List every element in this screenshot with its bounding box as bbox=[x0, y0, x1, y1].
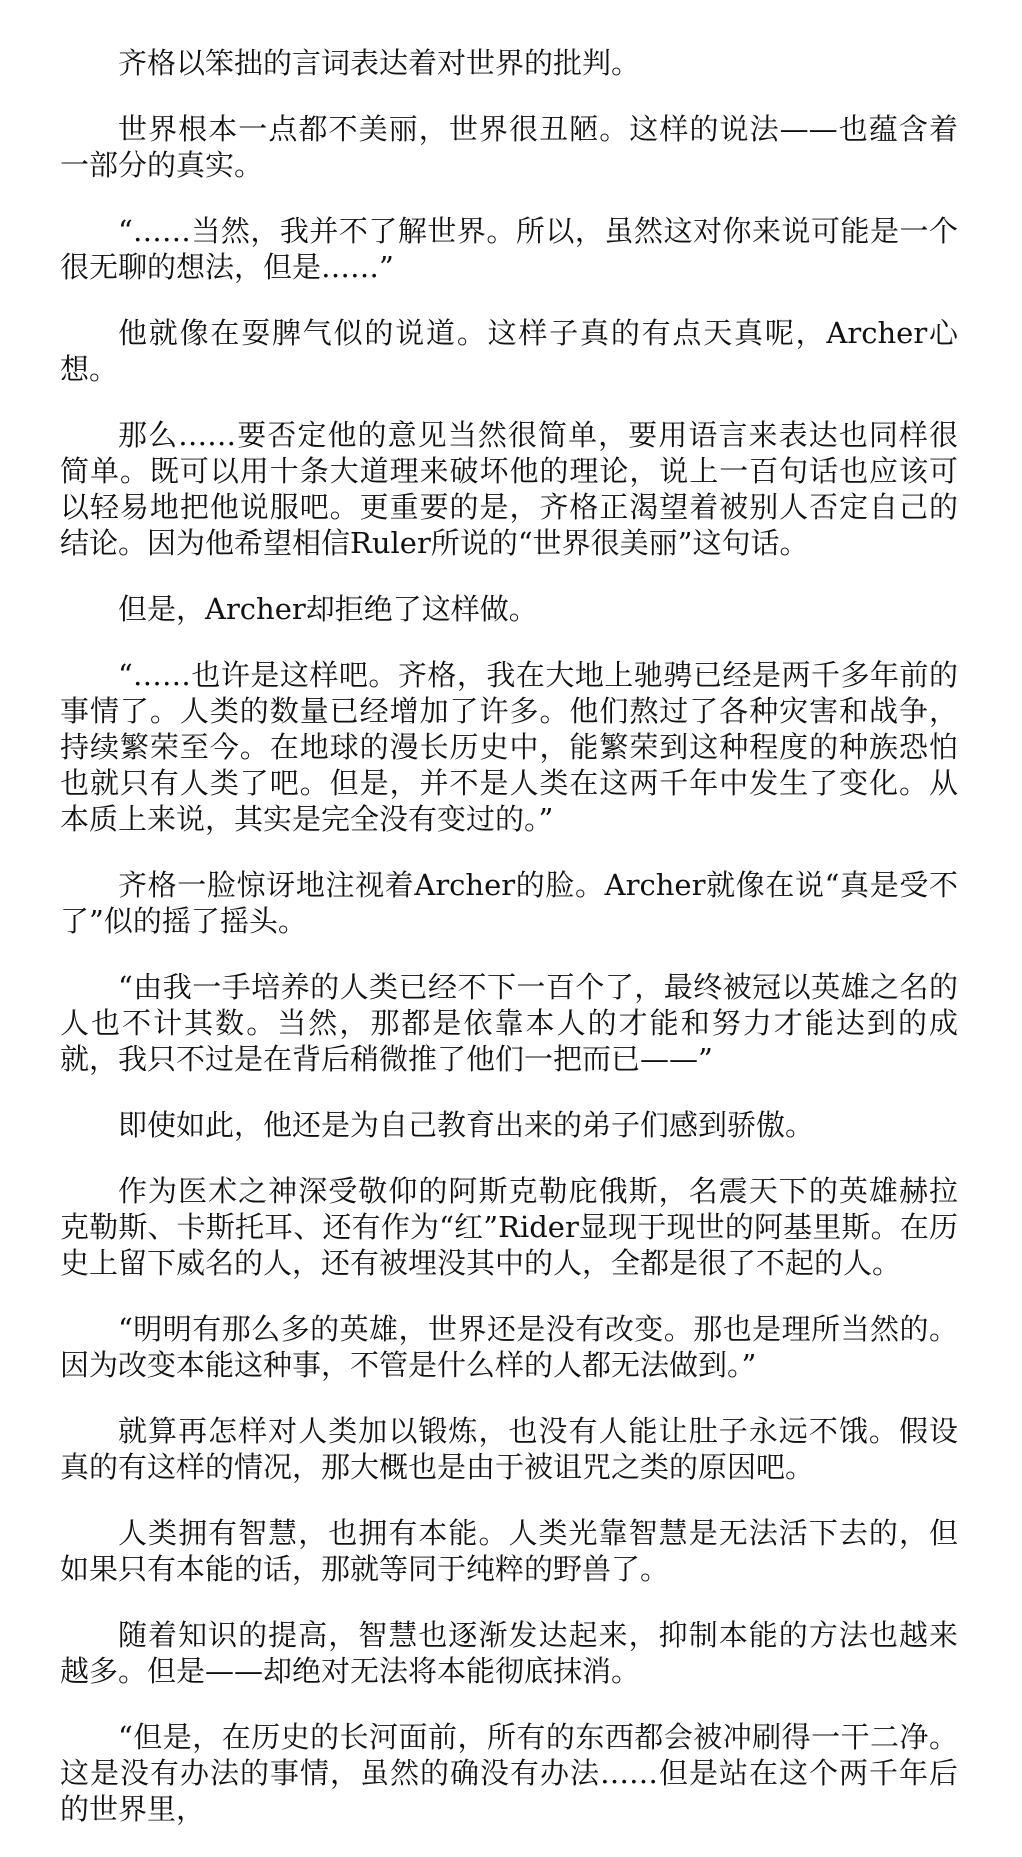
paragraph: 他就像在耍脾气似的说道。这样子真的有点天真呢，Archer心想。 bbox=[60, 316, 958, 386]
paragraph: 但是，Archer却拒绝了这样做。 bbox=[118, 592, 538, 626]
paragraph: “……也许是这样吧。齐格，我在大地上驰骋已经是两千多年前的事情了。人类的数量已经增加了许多。他们熬过了各种灾害和战争，持续繁荣至今。在地球的漫长历史中，能繁荣到这种程度的种族恐怕也就只有人类了吧。但是，并不是人类在这两千年中发生了变化。从本质上来说，其实是完全没有变过的。” bbox=[60, 658, 958, 836]
paragraph: 作为医术之神深受敬仰的阿斯克勒庇俄斯，名震天下的英雄赫拉克勒斯、卡斯托耳、还有作为“红”Rider显现于现世的阿基里斯。在历史上留下威名的人，还有被埋没其中的人，全都是很了不起的人。 bbox=[60, 1174, 958, 1280]
paragraph: 齐格以笨拙的言词表达着对世界的批判。 bbox=[118, 46, 641, 80]
paragraph: “明明有那么多的英雄，世界还是没有改变。那也是理所当然的。因为改变本能这种事，不管是什么样的人都无法做到。” bbox=[60, 1312, 958, 1382]
paragraph: 世界根本一点都不美丽，世界很丑陋。这样的说法——也蕴含着一部分的真实。 bbox=[60, 112, 958, 182]
paragraph: 齐格一脸惊讶地注视着Archer的脸。Archer就像在说“真是受不了”似的摇了摇头。 bbox=[60, 868, 958, 938]
paragraph: 即使如此，他还是为自己教育出来的弟子们感到骄傲。 bbox=[118, 1108, 815, 1142]
document-body bbox=[60, 45, 958, 1857]
paragraph: 人类拥有智慧，也拥有本能。人类光靠智慧是无法活下去的，但如果只有本能的话，那就等同于纯粹的野兽了。 bbox=[60, 1516, 958, 1586]
paragraph: “但是，在历史的长河面前，所有的东西都会被冲刷得一干二净。这是没有办法的事情，虽然的确没有办法……但是站在这个两千年后的世界里， bbox=[60, 1720, 958, 1826]
paragraph: 那么……要否定他的意见当然很简单，要用语言来表达也同样很简单。既可以用十条大道理来破坏他的理论，说上一百句话也应该可以轻易地把他说服吧。更重要的是，齐格正渴望着被别人否定自己的结论。因为他希望相信Ruler所说的“世界很美丽”这句话。 bbox=[60, 418, 958, 560]
paragraph: 就算再怎样对人类加以锻炼，也没有人能让肚子永远不饿。假设真的有这样的情况，那大概也是由于被诅咒之类的原因吧。 bbox=[60, 1414, 958, 1484]
paragraph: “……当然，我并不了解世界。所以，虽然这对你来说可能是一个很无聊的想法，但是……” bbox=[60, 214, 958, 284]
paragraph: “由我一手培养的人类已经不下一百个了，最终被冠以英雄之名的人也不计其数。当然，那都是依靠本人的才能和努力才能达到的成就，我只不过是在背后稍微推了他们一把而已——” bbox=[60, 970, 958, 1076]
paragraph: 随着知识的提高，智慧也逐渐发达起来，抑制本能的方法也越来越多。但是——却绝对无法将本能彻底抹消。 bbox=[60, 1618, 958, 1688]
